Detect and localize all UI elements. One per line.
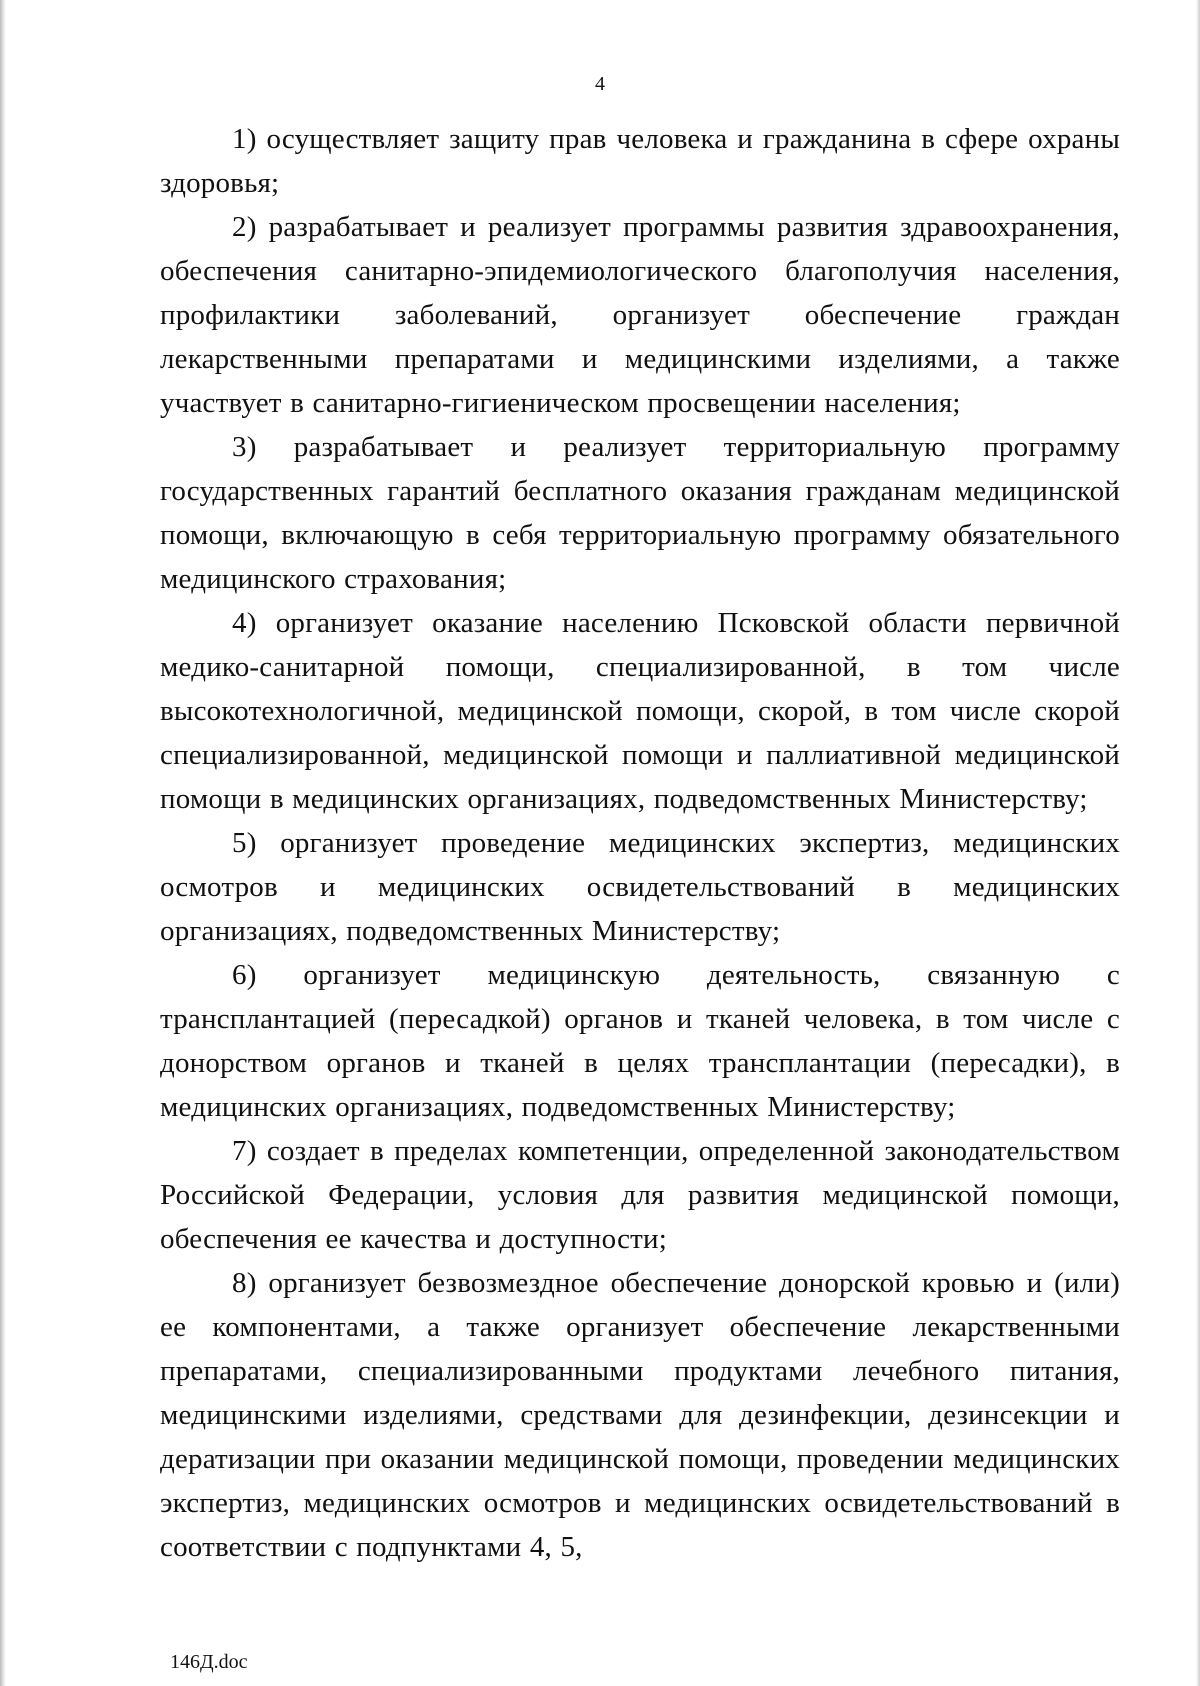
list-item-1: 1) осуществляет защиту прав человека и гражданина в сфере охраны здоровья; bbox=[160, 123, 1120, 199]
page-number: 4 bbox=[595, 73, 605, 95]
list-item-8: 8) организует безвозмездное обеспечение донорской кровью и (или) ее компонентами, а также организует обеспечение лекарственными препаратами, специализированными продуктами лечебного питания, медицинскими изделиями, средствами для дезинфекции, дезинсекции и дератизации при оказании медицинской помощи, проведении медицинских экспертиз, медицинских осмотров и медицинских освидетельствований в соответствии с подпунктами 4, 5, bbox=[160, 1267, 1120, 1563]
footer-filename: 146Д.doc bbox=[170, 1651, 248, 1673]
document-body bbox=[160, 117, 1120, 1569]
list-item-2: 2) разрабатывает и реализует программы развития здравоохранения, обеспечения санитарно-эпидемиологического благополучия населения, профилактики заболеваний, организует обеспечение граждан лекарственными препаратами и медицинскими изделиями, а также участвует в санитарно-гигиеническом просвещении населения; bbox=[160, 211, 1120, 419]
list-item-4: 4) организует оказание населению Псковской области первичной медико-санитарной помощи, специализированной, в том числе высокотехнологичной, медицинской помощи, скорой, в том числе скорой специализированной, медицинской помощи и паллиативной медицинской помощи в медицинских организациях, подведомственных Министерству; bbox=[160, 607, 1120, 815]
scan-edge-right bbox=[1196, 0, 1200, 1686]
scan-edge-left bbox=[0, 0, 6, 1686]
list-item-5: 5) организует проведение медицинских экспертиз, медицинских осмотров и медицинских освидетельствований в медицинских организациях, подведомственных Министерству; bbox=[160, 827, 1120, 947]
list-item-7: 7) создает в пределах компетенции, определенной законодательством Российской Федерации, условия для развития медицинской помощи, обеспечения ее качества и доступности; bbox=[160, 1135, 1120, 1255]
list-item-3: 3) разрабатывает и реализует территориальную программу государственных гарантий бесплатного оказания гражданам медицинской помощи, включающую в себя территориальную программу обязательного медицинского страхования; bbox=[160, 431, 1120, 595]
list-item-6: 6) организует медицинскую деятельность, связанную с трансплантацией (пересадкой) органов и тканей человека, в том числе с донорством органов и тканей в целях трансплантации (пересадки), в медицинских организациях, подведомственных Министерству; bbox=[160, 959, 1120, 1123]
